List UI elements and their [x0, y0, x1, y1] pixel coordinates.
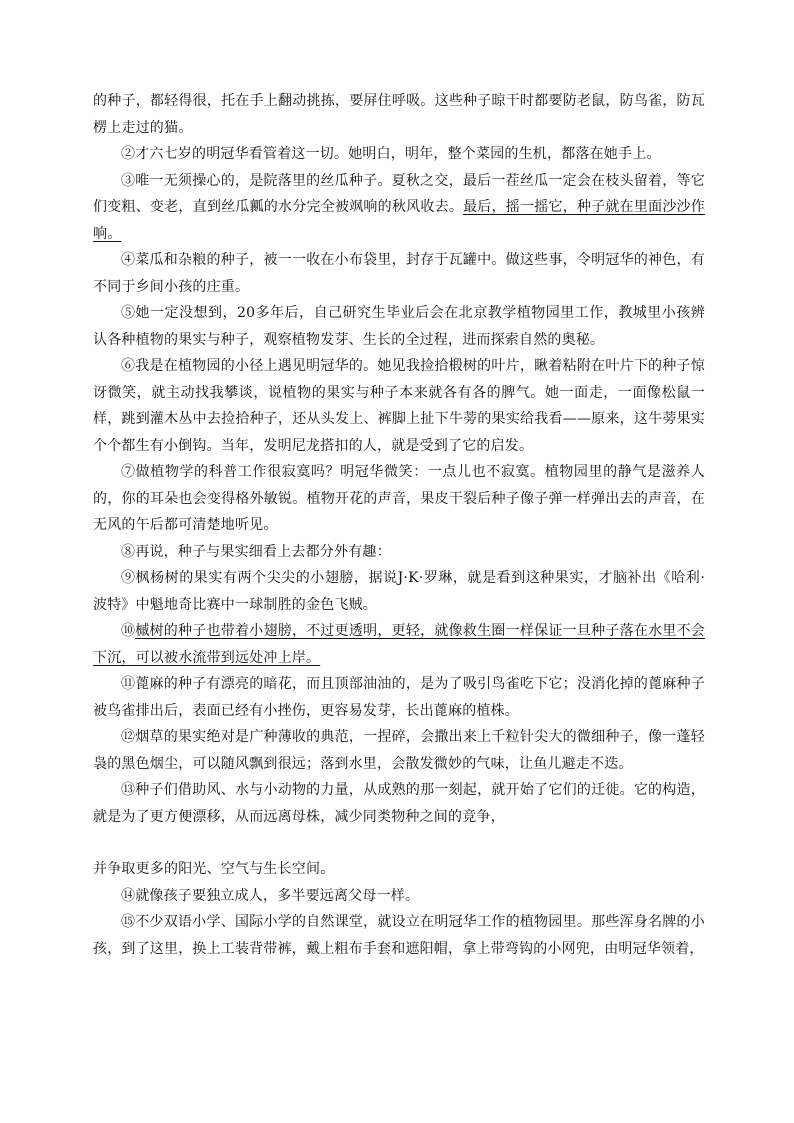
- paragraph-1-continued: [93, 88, 705, 141]
- paragraph-text: ⑪蓖麻的种子有漂亮的暗花，而且顶部油油的，是为了吸引鸟雀吃下它；没消化掉的蓖麻种子被鸟雀排出后，表面已经有小挫伤，更容易发芽，长出蓖麻的植株。: [93, 676, 705, 719]
- paragraph-10: [93, 618, 705, 671]
- paragraph-text: ⑤她一定没想到，20多年后，自己研究生毕业后会在北京教学植物园里工作，教城里小孩辨认各种植物的果实与种子，观察植物发芽、生长的全过程，进而探索自然的奥秘。: [93, 305, 705, 348]
- paragraph-13: [93, 777, 705, 830]
- paragraph-text: ②才六七岁的明冠华看管着这一切。她明白，明年，整个菜园的生机，都落在她手上。: [121, 146, 661, 162]
- paragraph-3: [93, 168, 705, 248]
- paragraph-15: [93, 909, 705, 962]
- paragraph-11: [93, 671, 705, 724]
- paragraph-text: 的种子，都轻得很，托在手上翻动挑拣，要屏住呼吸。这些种子晾干时都要防老鼠，防鸟雀，防瓦楞上走过的猫。: [93, 93, 705, 136]
- paragraph-text: ⑫烟草的果实绝对是广种薄收的典范，一捏碎，会撒出来上千粒针尖大的微细种子，像一蓬轻袅的黑色烟尘，可以随风飘到很远；落到水里，会散发微妙的气味，让鱼儿避走不迭。: [93, 729, 705, 772]
- paragraph-text: ⑦做植物学的科普工作很寂寞吗？明冠华微笑：一点儿也不寂寞。植物园里的静气是滋养人的，你的耳朵也会变得格外敏锐。植物开花的声音，果皮干裂后种子像子弹一样弹出去的声音，在无风的午后都可清楚地听见。: [93, 464, 705, 533]
- paragraph-text: ⑬种子们借助风、水与小动物的力量，从成熟的那一刻起，就开始了它们的迁徙。它的构造，就是为了更方便漂移，从而远离母株，减少同类物种之间的竞争，: [93, 782, 705, 825]
- paragraph-text: ⑧再说，种子与果实细看上去都分外有趣：: [121, 543, 391, 560]
- paragraph-5: [93, 300, 705, 353]
- paragraph-text: ⑭就像孩子要独立成人，多半要远离父母一样。: [121, 887, 420, 904]
- paragraph-8: [93, 539, 705, 566]
- paragraph-number: ⑩: [121, 623, 136, 639]
- underlined-sentence: 最后，摇一摇它，种子就在里面沙沙作响。: [93, 199, 705, 242]
- paragraph-text: 并争取更多的阳光、空气与生长空间。: [93, 861, 335, 877]
- paragraph-9: [93, 565, 705, 618]
- underlined-sentence: 槭树的种子也带着小翅膀，不过更透明，更轻，就像救生圈一样保证一旦种子落在水里不会下沉，可以被水流带到远处冲上岸。: [93, 623, 705, 666]
- paragraph-12: [93, 724, 705, 777]
- paragraph-text: ⑨枫杨树的果实有两个尖尖的小翅膀，据说J·K·罗琳，就是看到这种果实，才脑补出《哈利·波特》中魁地奇比赛中一球制胜的金色飞贼。: [93, 570, 705, 613]
- document-page: [93, 88, 705, 962]
- paragraph-2: [93, 141, 705, 168]
- paragraph-text: ③唯一无须操心的，是院落里的丝瓜种子。夏秋之交，最后一茬丝瓜一定会在枝头留着，等它们变粗、变老，直到丝瓜瓤的水分完全被飒响的秋风收去。: [93, 172, 705, 215]
- paragraph-4: [93, 247, 705, 300]
- paragraph-text: ⑮不少双语小学、国际小学的自然课堂，就设立在明冠华工作的植物园里。那些浑身名牌的小孩，到了这里，换上工装背带裤，戴上粗布手套和遮阳帽，拿上带弯钩的小网兜，由明冠华领着，: [93, 914, 705, 957]
- paragraph-6: [93, 353, 705, 459]
- paragraph-7: [93, 459, 705, 539]
- paragraph-text: ④菜瓜和杂粮的种子，被一一收在小布袋里，封存于瓦罐中。做这些事，令明冠华的神色，有不同于乡间小孩的庄重。: [93, 252, 705, 295]
- paragraph-14: [93, 883, 705, 910]
- paragraph-13-continued: [93, 856, 705, 883]
- paragraph-text: ⑥我是在植物园的小径上遇见明冠华的。她见我捡拾椴树的叶片，瞅着粘附在叶片下的种子惊讶微笑，就主动找我攀谈，说植物的果实与种子本来就各有各的脾气。她一面走，一面像松鼠一样，跳到灌木丛中去捡拾种子，还从头发上、裤脚上扯下牛蒡的果实给我看——原来，这牛蒡果实个个都生有小倒钩。当年，发明尼龙搭扣的人，就是受到了它的启发。: [93, 358, 705, 454]
- paragraph-break-gap: [93, 830, 705, 856]
